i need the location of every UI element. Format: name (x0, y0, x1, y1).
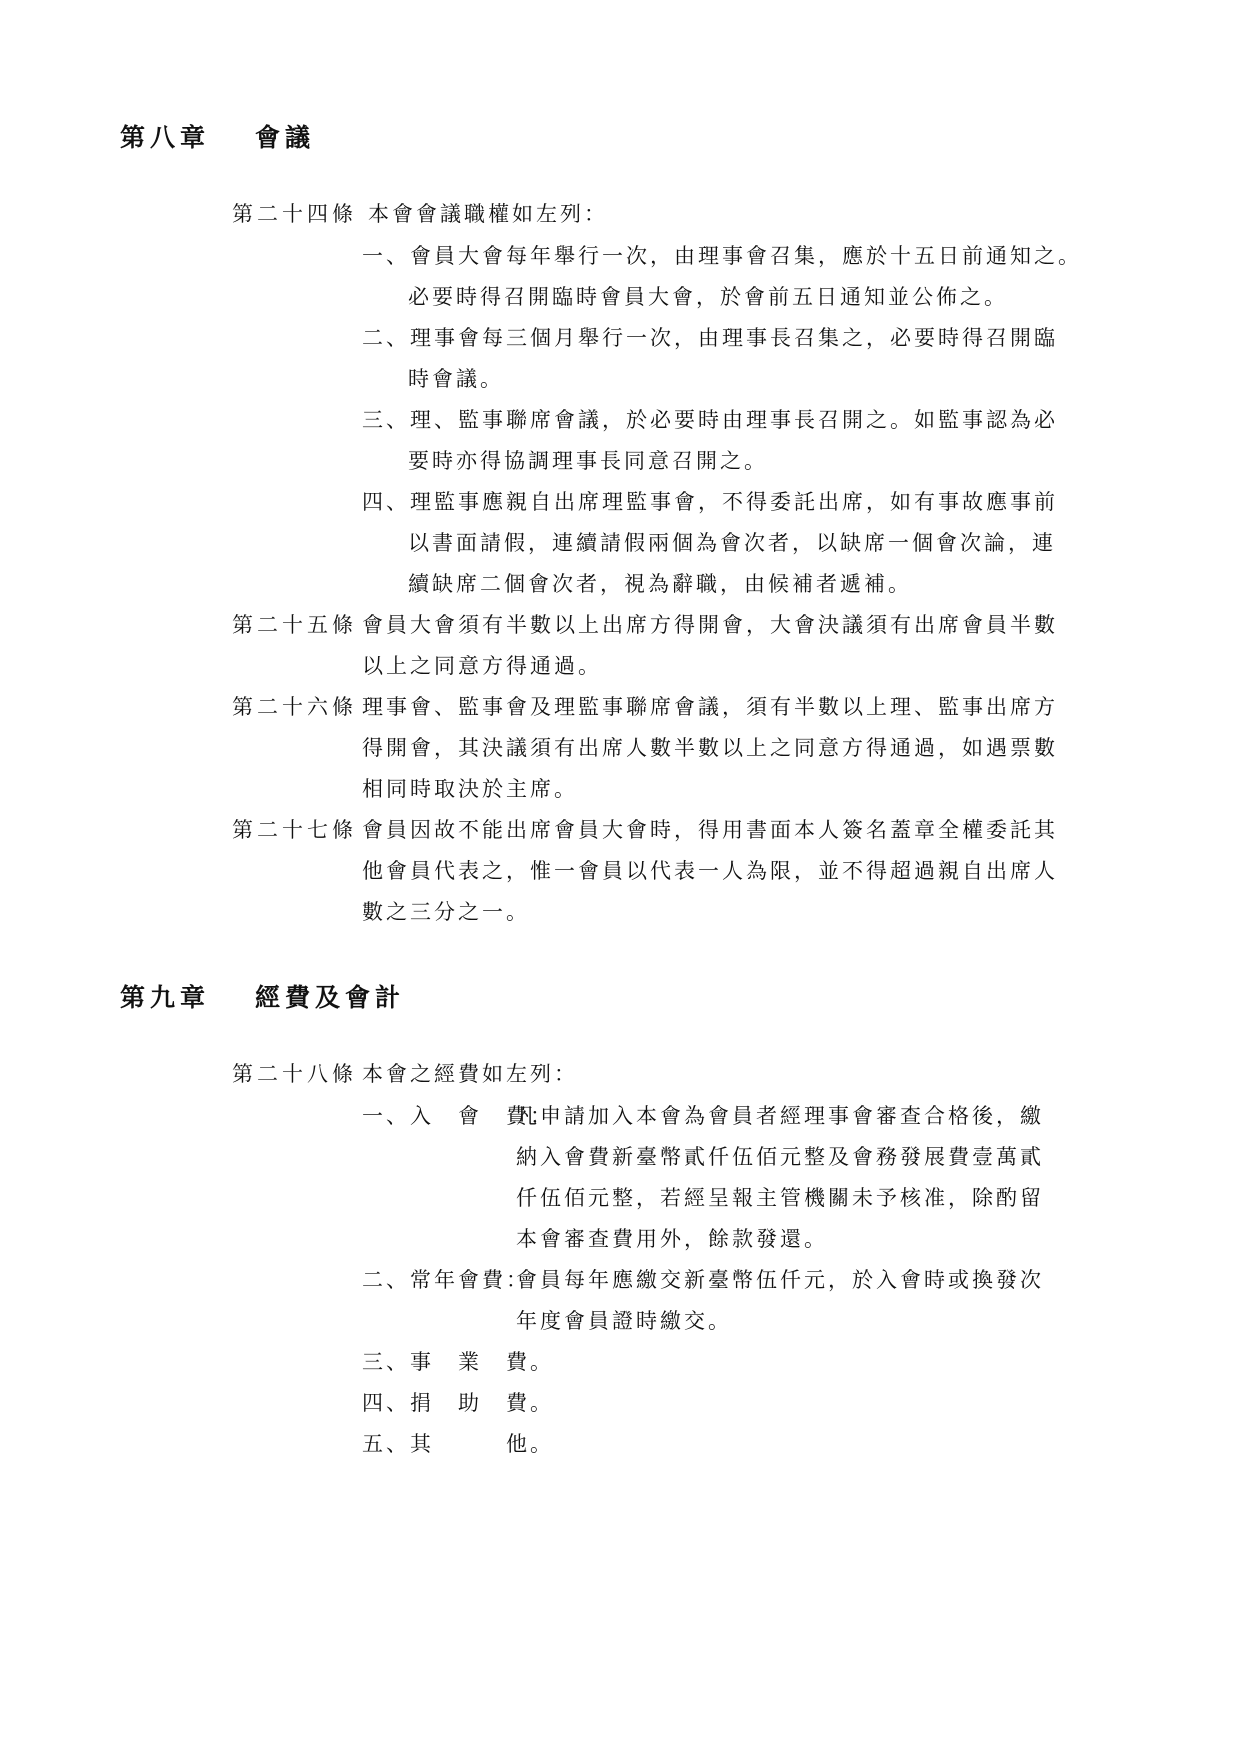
chapter-title: 經費及會計 (255, 983, 406, 1012)
article-25-label: 第二十五條 (232, 613, 357, 637)
article-26-text: 得開會，其決議須有出席人數半數以上之同意方得通過，如遇票數 (362, 736, 1058, 760)
fee-entry-text: 納入會費新臺幣貳仟伍佰元整及會務發展費壹萬貳 (516, 1145, 1044, 1169)
article-24-item-4-cont: 以書面請假，連續請假兩個為會次者，以缺席一個會次論，連 (408, 531, 1056, 555)
article-25-text: 會員大會須有半數以上出席方得開會，大會決議須有出席會員半數 (362, 613, 1058, 637)
article-24-item-4: 四、理監事應親自出席理監事會，不得委託出席，如有事故應事前 (362, 490, 1058, 514)
article-24-item-3-cont: 要時亦得協調理事長同意召開之。 (408, 449, 768, 473)
fee-entry-text: 本會審查費用外，餘款發還。 (516, 1227, 828, 1251)
article-25-text: 以上之同意方得通過。 (362, 654, 602, 678)
article-24-item-2: 二、理事會每三個月舉行一次，由理事長召集之，必要時得召開臨 (362, 326, 1058, 350)
article-27-text: 會員因故不能出席會員大會時，得用書面本人簽名蓋章全權委託其 (362, 818, 1058, 842)
article-24-item-3: 三、理、監事聯席會議，於必要時由理事長召開之。如監事認為必 (362, 408, 1058, 432)
fee-entry-text: 仟伍佰元整，若經呈報主管機關未予核准，除酌留 (516, 1186, 1044, 1210)
article-28-label: 第二十八條 (232, 1062, 357, 1086)
fee-annual-text: 年度會員證時繳交。 (516, 1309, 732, 1333)
chapter-number: 第八章 (120, 123, 211, 152)
fee-label-annual: 二、常年會費： (362, 1268, 530, 1292)
article-26-text: 相同時取決於主席。 (362, 777, 578, 801)
fee-business: 三、事 業 費。 (362, 1350, 554, 1374)
fee-other: 五、其 他。 (362, 1432, 554, 1456)
article-24-intro: 本會會議職權如左列： (368, 202, 608, 226)
fee-entry-text: 凡申請加入本會為會員者經理事會審查合格後，繳 (516, 1104, 1044, 1128)
article-24-item-4-cont: 續缺席二個會次者，視為辭職，由候補者遞補。 (408, 572, 912, 596)
chapter-number: 第九章 (120, 983, 211, 1012)
fee-annual-text: 會員每年應繳交新臺幣伍仟元，於入會時或換發次 (516, 1268, 1044, 1292)
fee-label-entry: 一、入 會 費： (362, 1104, 554, 1128)
article-27-label: 第二十七條 (232, 818, 357, 842)
article-26-label: 第二十六條 (232, 695, 357, 719)
article-28-intro: 本會之經費如左列： (362, 1062, 578, 1086)
article-27-text: 他會員代表之，惟一會員以代表一人為限，並不得超過親自出席人 (362, 859, 1058, 883)
fee-donation: 四、捐 助 費。 (362, 1391, 554, 1415)
chapter-title: 會議 (255, 123, 316, 152)
article-24-item-1: 一、會員大會每年舉行一次，由理事會召集，應於十五日前通知之。 (362, 244, 1082, 268)
article-24-item-1-cont: 必要時得召開臨時會員大會，於會前五日通知並公佈之。 (408, 285, 1008, 309)
article-24-item-2-cont: 時會議。 (408, 367, 504, 391)
article-27-text: 數之三分之一。 (362, 900, 530, 924)
article-24-label: 第二十四條 (232, 202, 357, 226)
article-26-text: 理事會、監事會及理監事聯席會議，須有半數以上理、監事出席方 (362, 695, 1058, 719)
